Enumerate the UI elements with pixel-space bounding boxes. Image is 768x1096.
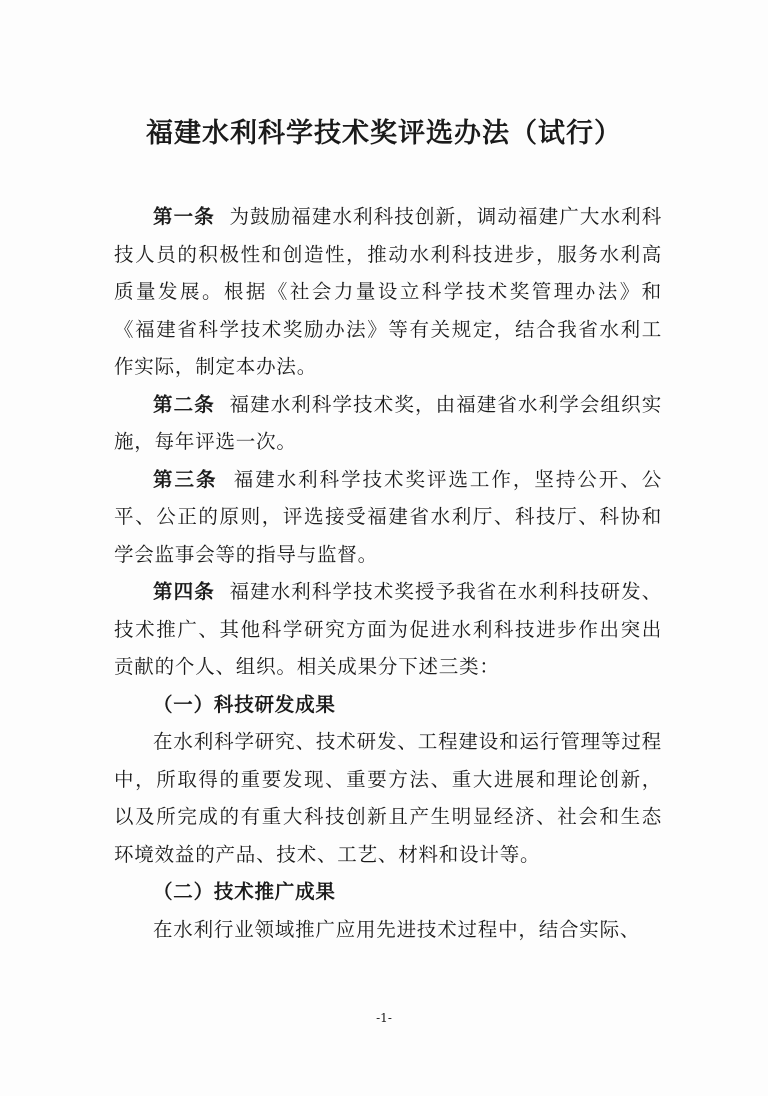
section-text-promotion-results: 在水利行业领域推广应用先进技术过程中，结合实际、	[153, 917, 641, 941]
article-number: 第一条	[153, 205, 215, 228]
document-title: 福建水利科学技术奖评选办法（试行）	[146, 118, 622, 149]
article-number: 第三条	[153, 467, 218, 491]
page-number: -1-	[376, 1011, 392, 1025]
article-1	[114, 198, 662, 386]
article-text: 福建水利科学技术奖评选工作，坚持公开、公平、公正的原则，评选接受福建省水利厅、科技厅、科协和学会监事会等的指导与监督。	[114, 467, 662, 566]
section-heading-rd-results: （一）科技研发成果	[153, 692, 336, 716]
article-text: 福建水利科学技术奖授予我省在水利科技研发、技术推广、其他科学研究方面为促进水利科技进步作出突出贡献的个人、组织。相关成果分下述三类：	[114, 580, 662, 678]
article-4	[114, 573, 662, 686]
article-text: 为鼓励福建水利科技创新，调动福建广大水利科技人员的积极性和创造性，推动水利科技进步，服务水利高质量发展。根据《社会力量设立科学技术奖管理办法》和《福建省科学技术奖励办法》等有关规定，结合我省水利工作实际，制定本办法。	[114, 205, 662, 378]
document-body	[114, 198, 662, 948]
article-3	[114, 461, 662, 574]
article-text: 福建水利科学技术奖，由福建省水利学会组织实施，每年评选一次。	[114, 392, 662, 453]
article-number: 第二条	[153, 392, 215, 416]
article-number: 第四条	[153, 580, 215, 603]
section-text-rd-results: 在水利科学研究、技术研发、工程建设和运行管理等过程中，所取得的重要发现、重要方法、重大进展和理论创新，以及所完成的有重大科技创新且产生明显经济、社会和生态环境效益的产品、技术、工艺、材料和设计等。	[114, 730, 662, 866]
article-2	[114, 386, 662, 461]
section-heading-promotion-results: （二）技术推广成果	[153, 880, 336, 903]
